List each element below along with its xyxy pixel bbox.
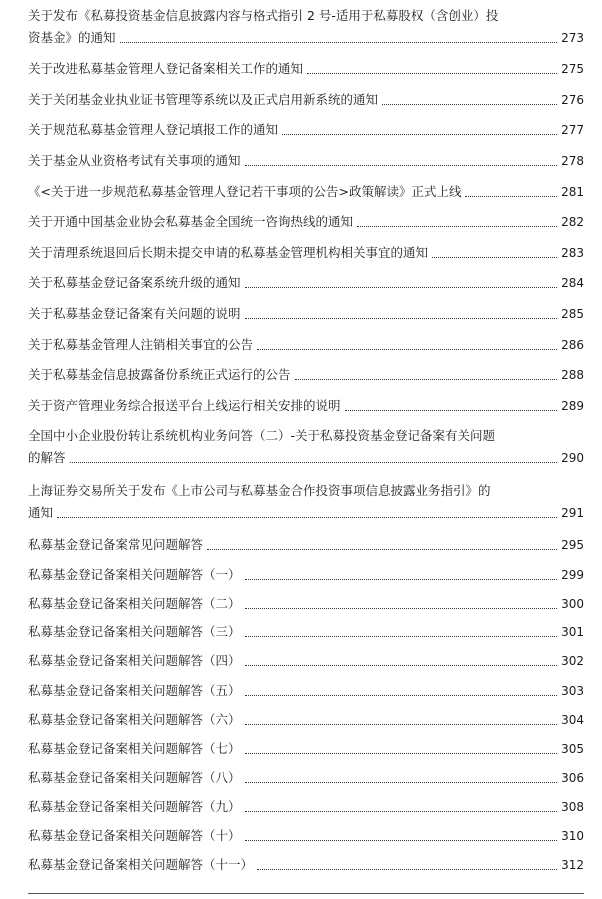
toc-entry-title: 私募基金登记备案相关问题解答（四） (28, 653, 241, 668)
toc-entry-title: 资基金》的通知 (28, 30, 116, 45)
toc-entry-title: 通知 (28, 505, 54, 520)
toc-entry-title: 私募基金登记备案相关问题解答（十） (28, 828, 241, 843)
toc-leader-dots (465, 196, 557, 197)
toc-entry[interactable] (28, 334, 584, 356)
toc-leader-dots (57, 517, 557, 518)
toc-entry-title: 私募基金登记备案相关问题解答（七） (28, 741, 241, 756)
toc-leader-dots (245, 636, 558, 637)
toc-page-number: 277 (561, 123, 584, 137)
toc-entry[interactable] (28, 534, 584, 556)
toc-page-number: 276 (561, 93, 584, 107)
toc-entry[interactable] (28, 621, 584, 643)
toc-leader-dots (345, 410, 558, 411)
toc-entry-title: 关于私募基金登记备案系统升级的通知 (28, 275, 241, 290)
toc-entry-title: 私募基金登记备案相关问题解答（八） (28, 770, 241, 785)
toc-leader-dots (245, 695, 558, 696)
toc-leader-dots (245, 840, 558, 841)
toc-entry-title: 关于基金从业资格考试有关事项的通知 (28, 153, 241, 168)
toc-page-number: 301 (561, 625, 584, 639)
toc-entry-title: 的解答 (28, 450, 66, 465)
toc-entry-title-line1: 全国中小企业股份转让系统机构业务问答（二）-关于私募投资基金登记备案有关问题 (28, 428, 496, 443)
toc-entry[interactable] (28, 650, 584, 672)
toc-entry-title: 关于私募基金管理人注销相关事宜的公告 (28, 337, 254, 352)
toc-page-number: 290 (561, 451, 584, 465)
toc-entry[interactable] (28, 58, 584, 80)
toc-page-number: 303 (561, 684, 584, 698)
toc-entry[interactable] (28, 5, 584, 49)
toc-page-number: 312 (561, 858, 584, 872)
toc-page-number: 302 (561, 654, 584, 668)
toc-page-number: 275 (561, 62, 584, 76)
toc-leader-dots (245, 811, 558, 812)
toc-entry-title: 私募基金登记备案相关问题解答（一） (28, 567, 241, 582)
toc-entry[interactable] (28, 564, 584, 586)
toc-leader-dots (207, 549, 557, 550)
toc-page-number: 310 (561, 829, 584, 843)
toc-entry-title: 关于开通中国基金业协会私募基金全国统一咨询热线的通知 (28, 214, 354, 229)
toc-page-number: 282 (561, 215, 584, 229)
toc-page-number: 306 (561, 771, 584, 785)
toc-leader-dots (245, 665, 558, 666)
toc-page-number: 283 (561, 246, 584, 260)
toc-entry[interactable] (28, 680, 584, 702)
toc-page-number: 305 (561, 742, 584, 756)
toc-entry[interactable] (28, 242, 584, 264)
toc-entry-title-line1: 关于发布《私募投资基金信息披露内容与格式指引 2 号-适用于私募股权（含创业）投 (28, 8, 499, 23)
toc-entry-title: 私募基金登记备案相关问题解答（三） (28, 624, 241, 639)
toc-entry[interactable] (28, 767, 584, 789)
toc-page-number: 300 (561, 597, 584, 611)
toc-entry-title: 《<关于进一步规范私募基金管理人登记若干事项的公告>政策解读》正式上线 (28, 184, 462, 199)
toc-leader-dots (257, 349, 557, 350)
toc-leader-dots (70, 462, 558, 463)
toc-page-number: 281 (561, 185, 584, 199)
toc-leader-dots (245, 782, 558, 783)
toc-entry[interactable] (28, 480, 584, 524)
toc-leader-dots (245, 579, 558, 580)
toc-page-number: 299 (561, 568, 584, 582)
toc-page-number: 289 (561, 399, 584, 413)
toc-leader-dots (245, 318, 558, 319)
toc-entry-title: 关于清理系统退回后长期未提交申请的私募基金管理机构相关事宜的通知 (28, 245, 429, 260)
toc-entry[interactable] (28, 796, 584, 818)
toc-entry-title: 私募基金登记备案相关问题解答（六） (28, 712, 241, 727)
toc-entry-title: 关于资产管理业务综合报送平台上线运行相关安排的说明 (28, 398, 341, 413)
toc-entry[interactable] (28, 425, 584, 469)
toc-entry-title: 关于改进私募基金管理人登记备案相关工作的通知 (28, 61, 304, 76)
toc-leader-dots (282, 134, 557, 135)
toc-entry[interactable] (28, 854, 584, 876)
toc-leader-dots (295, 379, 558, 380)
toc-leader-dots (257, 869, 557, 870)
toc-leader-dots (307, 73, 557, 74)
toc-page-number: 288 (561, 368, 584, 382)
toc-entry-title: 私募基金登记备案相关问题解答（二） (28, 596, 241, 611)
toc-entry[interactable] (28, 709, 584, 731)
toc-entry[interactable] (28, 119, 584, 141)
toc-entry[interactable] (28, 181, 584, 203)
toc-leader-dots (245, 724, 558, 725)
toc-entry-title: 私募基金登记备案相关问题解答（九） (28, 799, 241, 814)
toc-entry[interactable] (28, 593, 584, 615)
bottom-divider (28, 893, 584, 894)
toc-page-number: 284 (561, 276, 584, 290)
toc-entry-title: 私募基金登记备案常见问题解答 (28, 537, 204, 552)
toc-page-number: 278 (561, 154, 584, 168)
toc-leader-dots (432, 257, 557, 258)
toc-entry-title-line1: 上海证券交易所关于发布《上市公司与私募基金合作投资事项信息披露业务指引》的 (28, 483, 491, 498)
toc-leader-dots (245, 165, 558, 166)
toc-entry[interactable] (28, 272, 584, 294)
toc-entry-title: 关于私募基金信息披露备份系统正式运行的公告 (28, 367, 291, 382)
toc-page-number: 308 (561, 800, 584, 814)
toc-page-number: 285 (561, 307, 584, 321)
toc-entry-title: 关于规范私募基金管理人登记填报工作的通知 (28, 122, 279, 137)
toc-page-number: 295 (561, 538, 584, 552)
toc-entry-title: 关于私募基金登记备案有关问题的说明 (28, 306, 241, 321)
toc-entry[interactable] (28, 303, 584, 325)
toc-leader-dots (120, 42, 558, 43)
toc-entry[interactable] (28, 89, 584, 111)
toc-leader-dots (245, 753, 558, 754)
toc-entry[interactable] (28, 395, 584, 417)
toc-leader-dots (382, 104, 557, 105)
toc-leader-dots (357, 226, 557, 227)
toc-entry-title: 私募基金登记备案相关问题解答（五） (28, 683, 241, 698)
toc-entry[interactable] (28, 364, 584, 386)
toc-leader-dots (245, 608, 558, 609)
toc-entry-title: 关于关闭基金业执业证书管理等系统以及正式启用新系统的通知 (28, 92, 379, 107)
toc-page-number: 304 (561, 713, 584, 727)
toc-entry[interactable] (28, 211, 584, 233)
toc-page-number: 286 (561, 338, 584, 352)
toc-entry-title: 私募基金登记备案相关问题解答（十一） (28, 857, 254, 872)
toc-page-number: 291 (561, 506, 584, 520)
toc-leader-dots (245, 287, 558, 288)
toc-page-number: 273 (561, 31, 584, 45)
toc-entry[interactable] (28, 150, 584, 172)
toc-entry[interactable] (28, 738, 584, 760)
toc-entry[interactable] (28, 825, 584, 847)
